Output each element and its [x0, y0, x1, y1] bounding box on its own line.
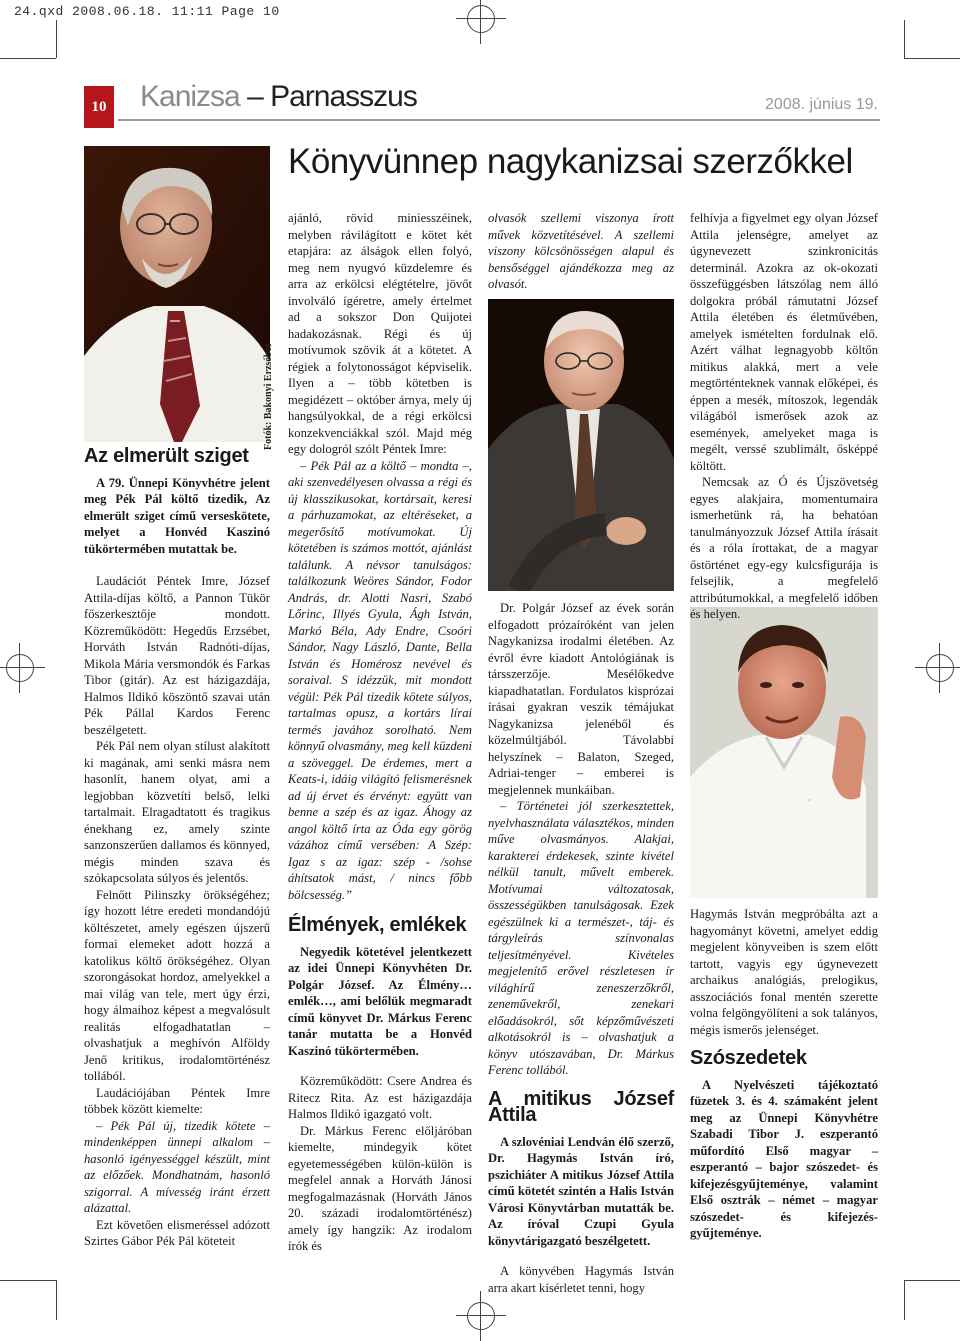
crop-mark-bottom-left-v	[56, 1280, 57, 1320]
photo-pek-pal	[84, 146, 270, 442]
crop-mark-top-left-h	[0, 58, 56, 59]
issue-date: 2008. június 19.	[765, 96, 878, 113]
lead-az-elmerult-sziget: A 79. Ünnepi Könyvhétre jelent meg Pék Pál költő tizedik, Az elmerült sziget című verseskötete, melyet a Honvéd Kaszinó tükörtermében mutattak be.	[84, 475, 270, 556]
registration-mark-top	[467, 5, 495, 33]
column-2	[288, 210, 472, 1255]
page-headline: Könyvünnep nagykanizsai szerzőkkel	[288, 142, 853, 181]
column-4-top	[690, 210, 878, 623]
column-4	[690, 906, 878, 1242]
subhead-elmenyek-emlekek: Élmények, emlékek	[288, 914, 467, 936]
photo-credit: Fotók: Bakonyi Erzsébet	[263, 343, 274, 450]
column-3-top	[488, 210, 674, 293]
crop-mark-bottom-right-v	[904, 1280, 905, 1320]
column-3	[488, 600, 674, 1296]
subhead-a-mitikus-jozsef-attila: A mitikus József Attila	[488, 1087, 674, 1126]
slug-line: 24.qxd 2008.06.18. 11:11 Page 10	[14, 4, 280, 19]
paragraph: Dr. Polgár József az évek során elfogadott prózaíróként van jelen Nagykanizsa irodalmi életében. Az évről évre kiadott Antológiának is társszerzője. Mesélőkedve kiapadhatatlan. Fordulatos kisprózai írásai gyakran veszik témájukat Nagykanizsa jelenéből és közelmúltjából. Távolabbi helyszínek – Balaton, Szeged, Adriai-tenger – emberei is megjelennek munkáiban.	[488, 601, 674, 797]
registration-mark-bottom	[467, 1302, 495, 1330]
quote-paragraph: olvasók szellemi viszonya írott művek közvetítésével. A szellemi viszony kölcsönösségen alapul és bensőséggel ajándékozza meg az olvasót.	[488, 211, 674, 291]
paragraph: felhívja a figyelmet egy olyan József Attila jelenségre, amelyet az úgynevezett szinkronicitás determinál. Azokra az ok-okozati összefüggésben látszólag nem álló dolgokra próbál rámutatni József Attila életében és életművében, amelyek ismételten fordulnak elő. Azért válhat legnagyobb költőn mitikus alakká, mert a vele megtörténteknek vannak előképei, és éppen a mesék, mítoszok, legendák világából ismerősek azok az események, amelyeket maga is megélt, verssé szublimált, ősképpé költött.	[690, 211, 878, 473]
column-1	[84, 445, 270, 1250]
crop-mark-top-right-h	[904, 58, 960, 59]
paragraph: Laudációt Péntek Imre, József Attila-díjas költő, a Pannon Tükör főszerkesztője mondott. Közreműködött: Hegedűs Erzsébet, Horváth István Radnóti-díjas, Mikola Mária versmondók és Farkas Tibor (gitár). Az est házigazdája, Halmos Ildikó köszöntő szavai után Pék Pállal Kardos Ferenc beszélgetett.	[84, 574, 270, 737]
paragraph: A könyvében Hagymás István arra akart kísérletet tenni, hogy	[488, 1264, 674, 1295]
photo-caption-hagymas: Hagymás István megpróbálta azt a hagyományt követni, amelyet eddig megjelent könyveiben is szem előtt tartott, vagyis egy úgynevezett archaikus analógiás, prelogikus, asszociációs fonal mentén szerette volna felgöngyölíteni a sok talányos, mégis ismerős jelenséget.	[690, 907, 878, 1037]
quote-paragraph: – Pék Pál az a költő – mondta –, aki szenvedélyesen olvassa a régi és új klasszikusokat, kortársait, keresi a párhuzamokat, az eltéréseket, a megerősítő motívumokat. Új kötetében is számos mottót, ajánlást találunk. A névsor tanulságos: találkozunk Weöres Sándor, Fodor András, dr. Alotti Nasri, Szabó Lőrinc, Illyés Gyula, Ágh István, Markó Béla, Ady Endre, Csoóri Sándor, Nagy László, Dante, Bella István és Homérosz nevével és soraival. S idézzük, mit mondott végül: Pék Pál tizedik kötete súlyos, tartalmas opusz, a kortárs lírai termés javához sorolható. Nem könnyű olvasmány, meg kell küzdeni a szöveggel. De érdemes, mert a Keats-i, idáig világító felismerésnek ad új érvet és érvényt: együtt van benne a szép és az igaz. Áhogy az angol költő írta az Óda egy görög vázához című versében: A Szép: Igaz s az igaz: szép - /sohse áhítsatok mást, / nincs főbb bölcsesség.”	[288, 458, 472, 902]
masthead-dash: –	[239, 80, 271, 113]
masthead-kanizsa: Kanizsa	[140, 80, 240, 113]
photo-hagymas-istvan	[690, 607, 878, 898]
header-rule	[118, 119, 880, 121]
masthead-parnasszus: Parnasszus	[270, 80, 417, 113]
paragraph: Pék Pál nem olyan stílust alakított ki magának, ami senki másra nem hasonlít, hanem olyat, ami a legjobban közvetíti belső, lelki tartalmait. Elragadtatott és tragikus énekhang ez, amely szinte sanzonszerűen dallamos és könnyed, mégis minden szava és szókapcsolata súlyos és jelentős.	[84, 739, 270, 885]
crop-mark-top-left-v	[56, 20, 57, 58]
registration-mark-left	[6, 654, 34, 682]
crop-mark-bottom-right-h	[904, 1280, 960, 1281]
svg-text:·: ·	[806, 794, 812, 806]
quote-paragraph: – Történetei jól szerkesztettek, nyelvhasználata választékos, minden műve olvasmányos. Alakjai, karakterei érdekesek, szinte kivétel nélkül tanult, művelt emberek. Motívumai változatosak, összességükben tanulságosak. Ezek egészülnek ki a természet-, táj- és tárgyleírás színvonalas teljesítményével. Kivételes megjelenítő erővel részletesen ír világhírű zeneszerzőkről, zeneművekről, zenekari előadásokról, sőt képzőművészeti alkotásokról is – olvashatjuk a könyv utószavában, Dr. Márkus Ferenc tollából.	[488, 799, 674, 1077]
paragraph: Felnőtt Pilinszky örökségéhez; így hozott létre eredeti mondandójú költészetet, amely egészen újszerű formai elemeket adott hozzá a katolikus költő örökségéhez. Olyan szorongásokat hordoz, amelyekkel a mai világ van tele, mert úgy érzi, hogy álmaihoz képest a megvalósult realitás elfogadhatatlan – olvashatjuk a meghívón Alföldy Jenő kritikus, irodalomtörténész tollából.	[84, 887, 270, 1083]
masthead	[140, 80, 417, 114]
paragraph: Dr. Márkus Ferenc előljáróban kiemelte, mindegyik kötet egyetemességében külön-külön is megfelel annak a Horváth Jánosi megfogalmazásnak (Horváth János 20. századi irodalomtörténész) amely így hangzik: Az irodalom írók és	[288, 1123, 472, 1253]
paragraph: ajánló, rövid miniesszéinek, melyben rávilágított e kötet két etapjára: az álságok ellen folyó, meg nem nyugvó küzdelemre és arra az erkölcsi elégtételre, jövőt involváló ígéretre, amely értelmet ad a sokszor Don Quijotei hadakozásnak. Régi és új motívumok szövik át a kötetet. A régiek a folytonosságot képviselik. Ilyen a – több kötetben is megidézett – október árnya, mely új hangsúlyokkal, de a régi erkölcsi konzekvenciákkal szól. Majd még egy dologról szólt Péntek Imre:	[288, 211, 472, 456]
paragraph: Közreműködött: Csere Andrea és Ritecz Rita. Az est házigazdája Halmos Ildikó igazgató volt.	[288, 1074, 472, 1121]
paragraph: Nemcsak az Ó és Újszövetség egyes alakjaira, momentumaira ismerhetünk rá, ha behatóan tanulmányozzuk József Attila írásait és a róla írottakat, de a magyar őstörténet egy-egy kulcsfigurája is felsejlik, a megfelelő attribútumokkal, a megfelelő időben és helyen.	[690, 475, 878, 621]
paragraph: Ezt követően elismeréssel adózott Szirtes Gábor Pék Pál köteteit	[84, 1217, 270, 1248]
crop-mark-bottom-left-h	[0, 1280, 56, 1281]
subhead-szoszedetek: Szószedetek	[690, 1047, 807, 1069]
page-number: 10	[84, 86, 114, 128]
subhead-az-elmerult-sziget: Az elmerült sziget	[84, 445, 249, 467]
lead-elmenyek-emlekek: Negyedik kötetével jelentkezett az idei Ünnepi Könyvhéten Dr. Polgár József. Az Élmény…emlék…, ami belőlük megmaradt című könyvet Dr. Márkus Ferenc tanár mutatta be a Honvéd Kaszinó tükörtermében.	[288, 944, 472, 1058]
registration-mark-right	[926, 654, 954, 682]
paragraph: Laudációjában Péntek Imre többek között kiemelte:	[84, 1085, 270, 1116]
crop-mark-top-right-v	[904, 20, 905, 58]
lead-a-mitikus-jozsef-attila: A szlovéniai Lendván élő szerző, Dr. Hagymás István író, pszichiáter A mitikus József Attila című kötetét szintén a Halis István Városi Könyvtárban mutatták be. Az íróval Czupi Gyula könyvtárigazgató beszélgetett.	[488, 1134, 674, 1248]
lead-szoszedetek: A Nyelvészeti tájékoztató füzetek 3. és 4. számaként jelent meg az Ünnepi Könyvhétre Szabadi Tibor J. eszperantó műfordító Első magyar – eszperantó – bajor szószedet- és kifejezésgyűjteménye, valamint Első osztrák – német – magyar szószedet- és kifejezés-gyűjteménye.	[690, 1077, 878, 1240]
quote-paragraph: – Pék Pál új, tizedik kötete – mindenképpen ünnepi alkalom – hasonló igényességgel készült, mint az előzőek. Mondhatnám, hasonló szigorral. A mívesség iránt érzett alázattal.	[84, 1118, 270, 1215]
photo-polgar-jozsef	[488, 299, 674, 591]
